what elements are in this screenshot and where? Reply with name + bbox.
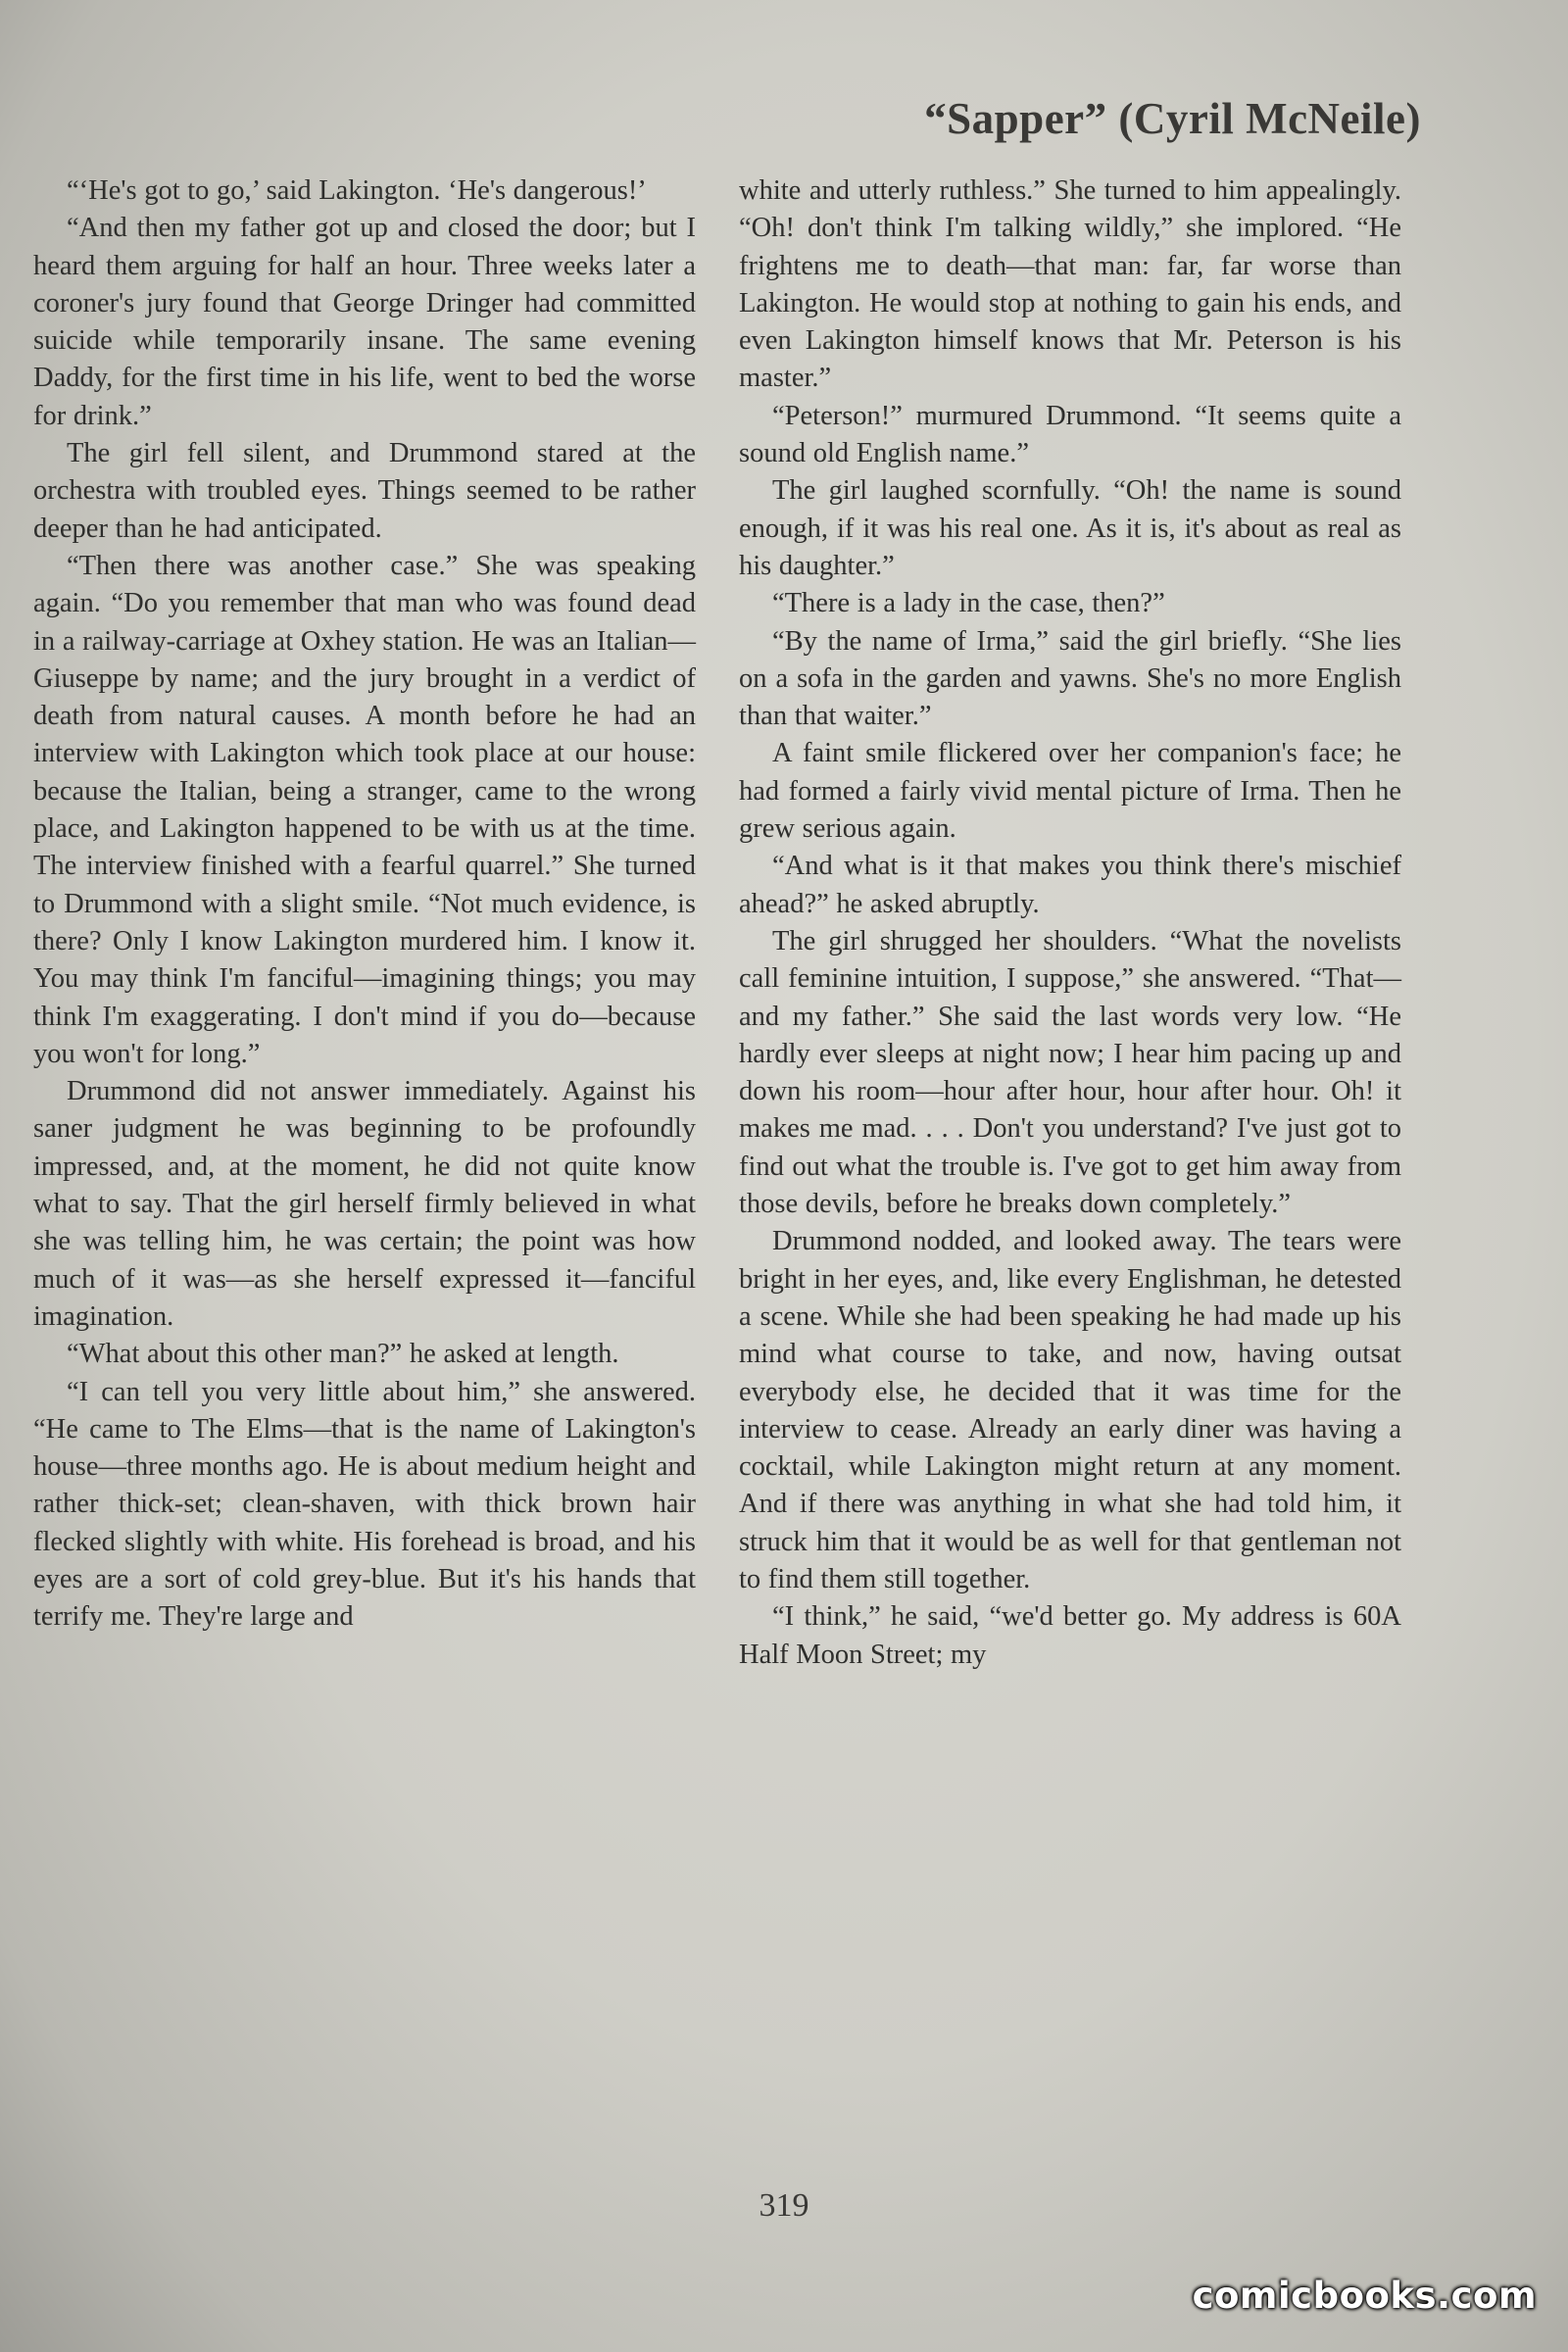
paragraph: “‘He's got to go,’ said Lakington. ‘He's dangerous!’ <box>67 175 647 206</box>
paragraph: “Peterson!” murmured Drummond. “It seems quite a sound old English name.” <box>739 400 1401 469</box>
site-watermark: comicbooks.com <box>1192 2275 1537 2317</box>
paragraph: “What about this other man?” he asked at length. <box>67 1339 619 1370</box>
right-column <box>739 172 1401 1674</box>
paragraph: “There is a lady in the case, then?” <box>772 588 1165 619</box>
paragraph: Drummond did not answer immediately. Against his saner judgment he was beginning to be profoundly impressed, and, at the moment, he did not quite know what to say. That the girl herself firmly believed in what she was telling him, he was certain; the point was how much of it was—as she herself expressed it—fanciful imagination. <box>33 1076 696 1332</box>
paragraph: The girl laughed scornfully. “Oh! the name is sound enough, if it was his real one. As it is, it's about as real as his daughter.” <box>739 475 1401 581</box>
paragraph: “Then there was another case.” She was speaking again. “Do you remember that man who was found dead in a railway-carriage at Oxhey station. He was an Italian—Giuseppe by name; and the jury brought in a verdict of death from natural causes. A month before he had an interview with Lakington which took place at our house: because the Italian, being a stranger, came to the wrong place, and Lakington happened to be with us at the time. The interview finished with a fearful quarrel.” She turned to Drummond with a slight smile. “Not much evidence, is there? Only I know Lakington murdered him. I know it. You may think I'm fanciful—imagining things; you may think I'm exaggerating. I don't mind if you do—because you won't for long.” <box>33 550 696 1069</box>
paragraph: “I can tell you very little about him,” she answered. “He came to The Elms—that is the name of Lakington's house—three months ago. He is about medium height and rather thick-set; clean-shaven, with thick brown hair flecked slightly with white. His forehead is broad, and his eyes are a sort of cold grey-blue. But it's his hands that terrify me. They're large and <box>33 1376 696 1633</box>
paragraph: The girl shrugged her shoulders. “What the novelists call feminine intuition, I suppose,” she answered. “That—and my father.” She said the last words very low. “He hardly ever sleeps at night now; I hear him pacing up and down his room—hour after hour, hour after hour. Oh! it makes me mad. . . . Don't you understand? I've just got to find out what the trouble is. I've got to get him away from those devils, before he breaks down completely.” <box>739 925 1401 1220</box>
running-head: “Sapper” (Cyril McNeile) <box>924 94 1421 143</box>
paragraph: “And then my father got up and closed the door; but I heard them arguing for half an hour. Three weeks later a coroner's jury found that George Dringer had committed suicide while temporarily insane. The same evening Daddy, for the first time in his life, went to bed the worse for drink.” <box>33 213 696 431</box>
page-number: 319 <box>759 2187 809 2224</box>
paragraph: “I think,” he said, “we'd better go. My address is 60A Half Moon Street; my <box>739 1601 1401 1670</box>
paragraph: white and utterly ruthless.” She turned to him appealingly. “Oh! don't think I'm talking wildly,” she implored. “He frightens me to death—that man: far, far worse than Lakington. He would stop at nothing to gain his ends, and even Lakington himself knows that Mr. Peterson is his master.” <box>739 175 1401 394</box>
left-column <box>33 172 696 1637</box>
paragraph: Drummond nodded, and looked away. The tears were bright in her eyes, and, like every Englishman, he detested a scene. While she had been speaking he had made up his mind what course to take, and now, having outsat everybody else, he decided that it was time for the interview to cease. Already an early diner was having a cocktail, while Lakington might return at any moment. And if there was anything in what she had told him, it struck him that it would be as well for that gentleman not to find them still together. <box>739 1226 1401 1594</box>
paragraph: “And what is it that makes you think there's mischief ahead?” he asked abruptly. <box>739 851 1401 919</box>
paragraph: A faint smile flickered over her companion's face; he had formed a fairly vivid mental picture of Irma. Then he grew serious again. <box>739 738 1401 845</box>
paragraph: The girl fell silent, and Drummond stared at the orchestra with troubled eyes. Things seemed to be rather deeper than he had anticipated. <box>33 438 696 544</box>
paragraph: “By the name of Irma,” said the girl briefly. “She lies on a sofa in the garden and yawns. She's no more English than that waiter.” <box>739 625 1401 732</box>
